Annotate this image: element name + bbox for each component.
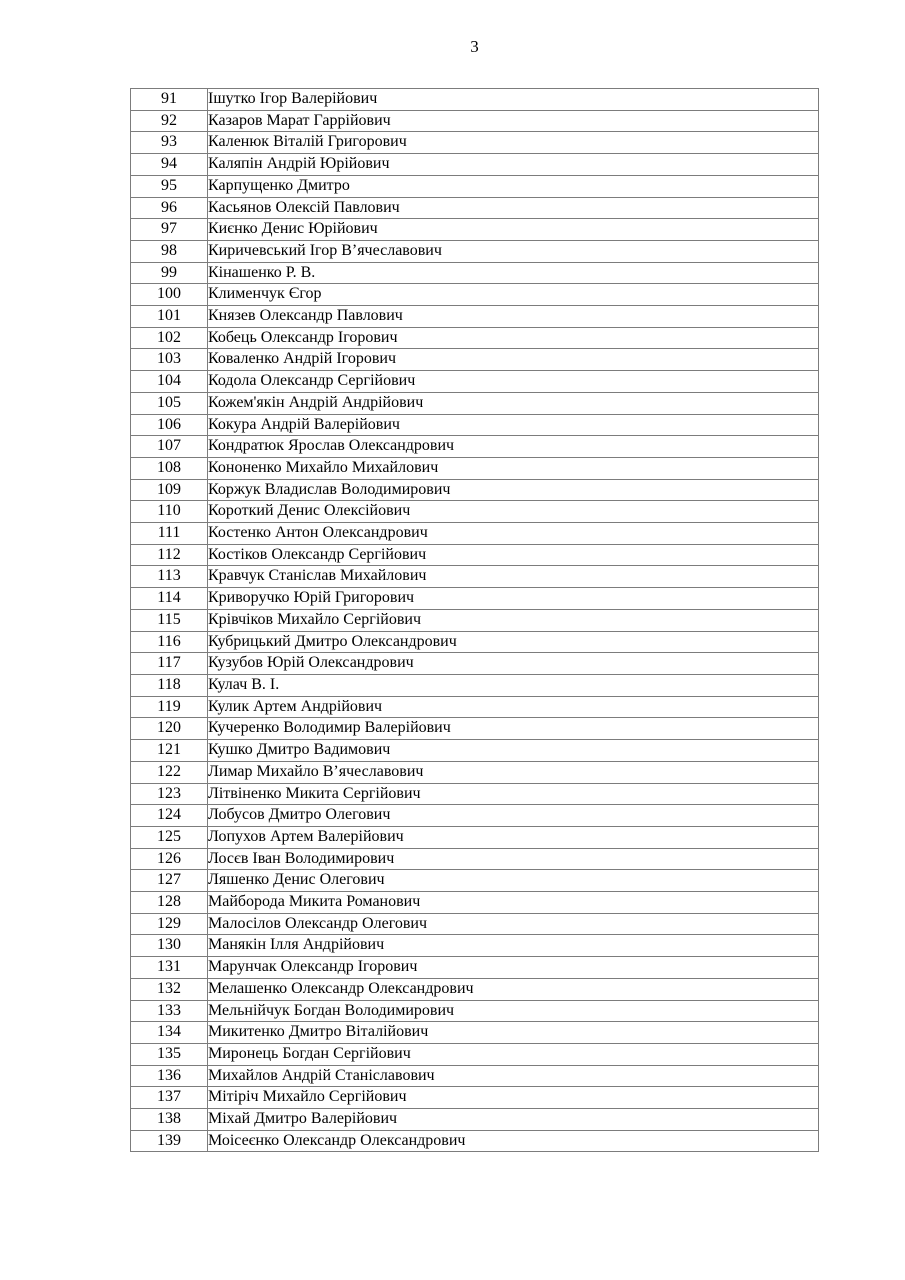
person-name-cell: Костіков Олександр Сергійович	[208, 544, 819, 566]
person-name-cell: Лопухов Артем Валерійович	[208, 826, 819, 848]
table-row	[131, 371, 819, 393]
person-name-cell: Клименчук Єгор	[208, 284, 819, 306]
row-number-cell: 106	[131, 414, 208, 436]
row-number-cell: 114	[131, 588, 208, 610]
row-number-cell: 99	[131, 262, 208, 284]
row-number-cell: 94	[131, 154, 208, 176]
name-roster-table	[130, 88, 819, 1152]
row-number-cell: 105	[131, 392, 208, 414]
row-number-cell: 98	[131, 240, 208, 262]
row-number-cell: 132	[131, 978, 208, 1000]
person-name-cell: Мітіріч Михайло Сергійович	[208, 1087, 819, 1109]
row-number-cell: 136	[131, 1065, 208, 1087]
table-row	[131, 219, 819, 241]
person-name-cell: Ішутко Ігор Валерійович	[208, 89, 819, 111]
table-row	[131, 436, 819, 458]
row-number-cell: 126	[131, 848, 208, 870]
row-number-cell: 129	[131, 913, 208, 935]
row-number-cell: 125	[131, 826, 208, 848]
table-row	[131, 175, 819, 197]
table-row	[131, 892, 819, 914]
table-row	[131, 913, 819, 935]
table-row	[131, 826, 819, 848]
person-name-cell: Києнко Денис Юрійович	[208, 219, 819, 241]
row-number-cell: 101	[131, 306, 208, 328]
table-row	[131, 544, 819, 566]
table-row	[131, 674, 819, 696]
table-row	[131, 588, 819, 610]
table-row	[131, 240, 819, 262]
row-number-cell: 118	[131, 674, 208, 696]
person-name-cell: Кодола Олександр Сергійович	[208, 371, 819, 393]
row-number-cell: 109	[131, 479, 208, 501]
person-name-cell: Лобусов Дмитро Олегович	[208, 805, 819, 827]
person-name-cell: Мельнійчук Богдан Володимирович	[208, 1000, 819, 1022]
person-name-cell: Каляпін Андрій Юрійович	[208, 154, 819, 176]
table-row	[131, 1065, 819, 1087]
row-number-cell: 124	[131, 805, 208, 827]
table-row	[131, 1109, 819, 1131]
row-number-cell: 120	[131, 718, 208, 740]
table-row	[131, 262, 819, 284]
person-name-cell: Міхай Дмитро Валерійович	[208, 1109, 819, 1131]
table-row	[131, 306, 819, 328]
person-name-cell: Микитенко Дмитро Віталійович	[208, 1022, 819, 1044]
row-number-cell: 138	[131, 1109, 208, 1131]
table-row	[131, 479, 819, 501]
person-name-cell: Коржук Владислав Володимирович	[208, 479, 819, 501]
row-number-cell: 108	[131, 457, 208, 479]
person-name-cell: Кучеренко Володимир Валерійович	[208, 718, 819, 740]
row-number-cell: 135	[131, 1043, 208, 1065]
table-row	[131, 349, 819, 371]
table-row	[131, 631, 819, 653]
person-name-cell: Киричевський Ігор В’ячеславович	[208, 240, 819, 262]
row-number-cell: 134	[131, 1022, 208, 1044]
row-number-cell: 111	[131, 523, 208, 545]
row-number-cell: 128	[131, 892, 208, 914]
table-row	[131, 1022, 819, 1044]
row-number-cell: 102	[131, 327, 208, 349]
table-row	[131, 848, 819, 870]
table-row	[131, 414, 819, 436]
person-name-cell: Казаров Марат Гаррійович	[208, 110, 819, 132]
table-row	[131, 89, 819, 111]
roster-table-body	[131, 89, 819, 1152]
person-name-cell: Майборода Микита Романович	[208, 892, 819, 914]
table-row	[131, 392, 819, 414]
person-name-cell: Костенко Антон Олександрович	[208, 523, 819, 545]
person-name-cell: Моісеєнко Олександр Олександрович	[208, 1130, 819, 1152]
row-number-cell: 93	[131, 132, 208, 154]
row-number-cell: 122	[131, 761, 208, 783]
table-row	[131, 457, 819, 479]
row-number-cell: 95	[131, 175, 208, 197]
row-number-cell: 110	[131, 501, 208, 523]
table-row	[131, 805, 819, 827]
person-name-cell: Кушко Дмитро Вадимович	[208, 740, 819, 762]
row-number-cell: 130	[131, 935, 208, 957]
row-number-cell: 104	[131, 371, 208, 393]
person-name-cell: Кузубов Юрій Олександрович	[208, 653, 819, 675]
person-name-cell: Мелашенко Олександр Олександрович	[208, 978, 819, 1000]
table-row	[131, 957, 819, 979]
person-name-cell: Малосілов Олександр Олегович	[208, 913, 819, 935]
person-name-cell: Кубрицький Дмитро Олександрович	[208, 631, 819, 653]
table-row	[131, 978, 819, 1000]
person-name-cell: Манякін Ілля Андрійович	[208, 935, 819, 957]
table-row	[131, 132, 819, 154]
table-row	[131, 740, 819, 762]
row-number-cell: 121	[131, 740, 208, 762]
table-row	[131, 197, 819, 219]
table-row	[131, 110, 819, 132]
row-number-cell: 107	[131, 436, 208, 458]
person-name-cell: Ляшенко Денис Олегович	[208, 870, 819, 892]
person-name-cell: Кобець Олександр Ігорович	[208, 327, 819, 349]
person-name-cell: Літвіненко Микита Сергійович	[208, 783, 819, 805]
row-number-cell: 100	[131, 284, 208, 306]
table-row	[131, 501, 819, 523]
person-name-cell: Карпущенко Дмитро	[208, 175, 819, 197]
row-number-cell: 127	[131, 870, 208, 892]
person-name-cell: Князев Олександр Павлович	[208, 306, 819, 328]
table-row	[131, 566, 819, 588]
row-number-cell: 137	[131, 1087, 208, 1109]
page-number: 3	[470, 37, 479, 56]
table-row	[131, 609, 819, 631]
table-row	[131, 1087, 819, 1109]
row-number-cell: 97	[131, 219, 208, 241]
table-row	[131, 783, 819, 805]
person-name-cell: Кожем'якін Андрій Андрійович	[208, 392, 819, 414]
table-row	[131, 761, 819, 783]
person-name-cell: Кокура Андрій Валерійович	[208, 414, 819, 436]
person-name-cell: Кулач В. І.	[208, 674, 819, 696]
row-number-cell: 92	[131, 110, 208, 132]
person-name-cell: Михайлов Андрій Станіславович	[208, 1065, 819, 1087]
person-name-cell: Марунчак Олександр Ігорович	[208, 957, 819, 979]
row-number-cell: 123	[131, 783, 208, 805]
table-row	[131, 154, 819, 176]
row-number-cell: 113	[131, 566, 208, 588]
row-number-cell: 112	[131, 544, 208, 566]
row-number-cell: 119	[131, 696, 208, 718]
person-name-cell: Крівчіков Михайло Сергійович	[208, 609, 819, 631]
row-number-cell: 116	[131, 631, 208, 653]
table-row	[131, 327, 819, 349]
row-number-cell: 133	[131, 1000, 208, 1022]
row-number-cell: 103	[131, 349, 208, 371]
person-name-cell: Коваленко Андрій Ігорович	[208, 349, 819, 371]
row-number-cell: 91	[131, 89, 208, 111]
table-row	[131, 696, 819, 718]
person-name-cell: Миронець Богдан Сергійович	[208, 1043, 819, 1065]
row-number-cell: 117	[131, 653, 208, 675]
row-number-cell: 131	[131, 957, 208, 979]
person-name-cell: Лимар Михайло В’ячеславович	[208, 761, 819, 783]
table-row	[131, 1043, 819, 1065]
row-number-cell: 96	[131, 197, 208, 219]
table-row	[131, 870, 819, 892]
row-number-cell: 139	[131, 1130, 208, 1152]
person-name-cell: Кравчук Станіслав Михайлович	[208, 566, 819, 588]
person-name-cell: Кінашенко Р. В.	[208, 262, 819, 284]
person-name-cell: Лосєв Іван Володимирович	[208, 848, 819, 870]
person-name-cell: Короткий Денис Олексійович	[208, 501, 819, 523]
table-row	[131, 284, 819, 306]
person-name-cell: Кононенко Михайло Михайлович	[208, 457, 819, 479]
table-row	[131, 935, 819, 957]
row-number-cell: 115	[131, 609, 208, 631]
table-row	[131, 1130, 819, 1152]
table-row	[131, 718, 819, 740]
person-name-cell: Каленюк Віталій Григорович	[208, 132, 819, 154]
person-name-cell: Кулик Артем Андрійович	[208, 696, 819, 718]
person-name-cell: Криворучко Юрій Григорович	[208, 588, 819, 610]
table-row	[131, 1000, 819, 1022]
person-name-cell: Кондратюк Ярослав Олександрович	[208, 436, 819, 458]
table-row	[131, 653, 819, 675]
table-row	[131, 523, 819, 545]
person-name-cell: Касьянов Олексій Павлович	[208, 197, 819, 219]
